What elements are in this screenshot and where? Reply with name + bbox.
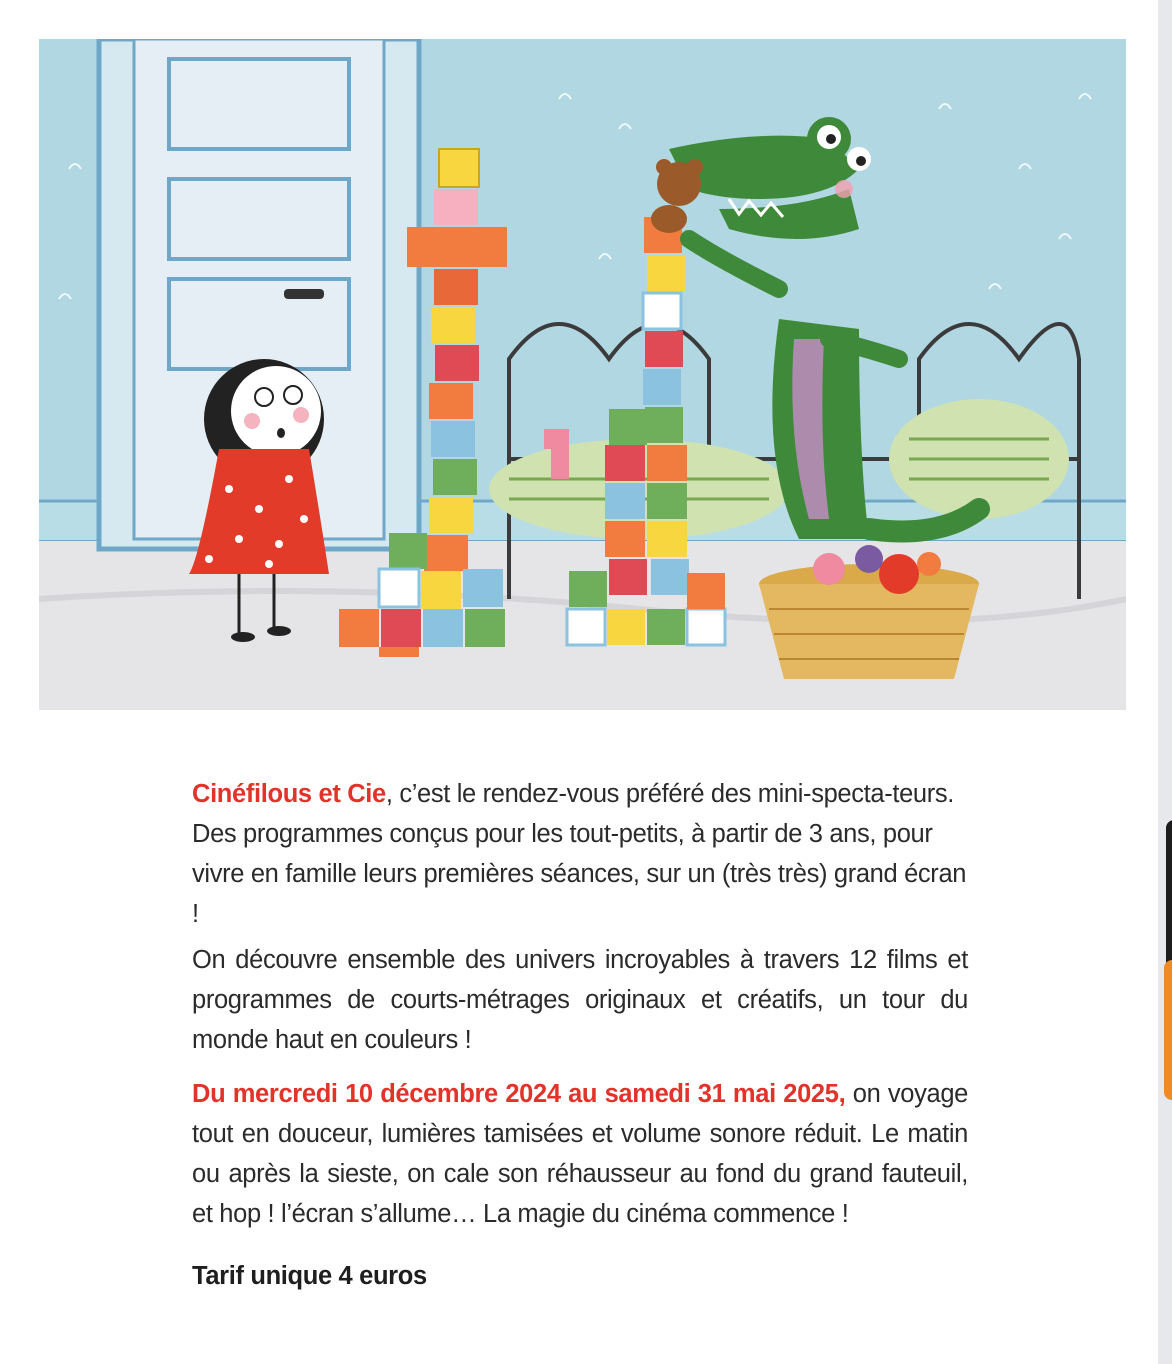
discovery-paragraph: On découvre ensemble des univers incroyables à travers 12 films et programmes de courts-métrages originaux et créatifs, un tour du monde haut en couleurs !	[192, 946, 968, 1054]
date-range: Du mercredi 10 décembre 2024 au samedi 31 mai 2025,	[192, 1080, 846, 1108]
description-text	[192, 774, 968, 1296]
dates-paragraph	[192, 1074, 968, 1234]
dates-text: on voyage tout en douceur, lumières tamisées et volume sonore réduit. Le matin ou après la sieste, on cale son réhausseur au fond du grand fauteuil, et hop ! l’écran s’allume… La magie du cinéma commence !	[192, 1080, 968, 1228]
page-edge-strip	[1158, 0, 1172, 1364]
program-name: Cinéfilous et Cie	[192, 780, 386, 808]
hero-illustration	[39, 39, 1126, 710]
edge-decoration-orange	[1164, 960, 1172, 1100]
edge-decoration-dark	[1166, 820, 1172, 980]
intro-text: , c’est le rendez-vous préféré des mini-specta-teurs. Des programmes conçus pour les tout-petits, à partir de 3 ans, pour vivre en famille leurs premières séances, sur un (très très) grand écran !	[192, 780, 967, 928]
price-label: Tarif unique 4 euros	[192, 1262, 427, 1290]
intro-paragraph	[192, 774, 968, 934]
illustration-scene-icon	[39, 39, 1126, 710]
